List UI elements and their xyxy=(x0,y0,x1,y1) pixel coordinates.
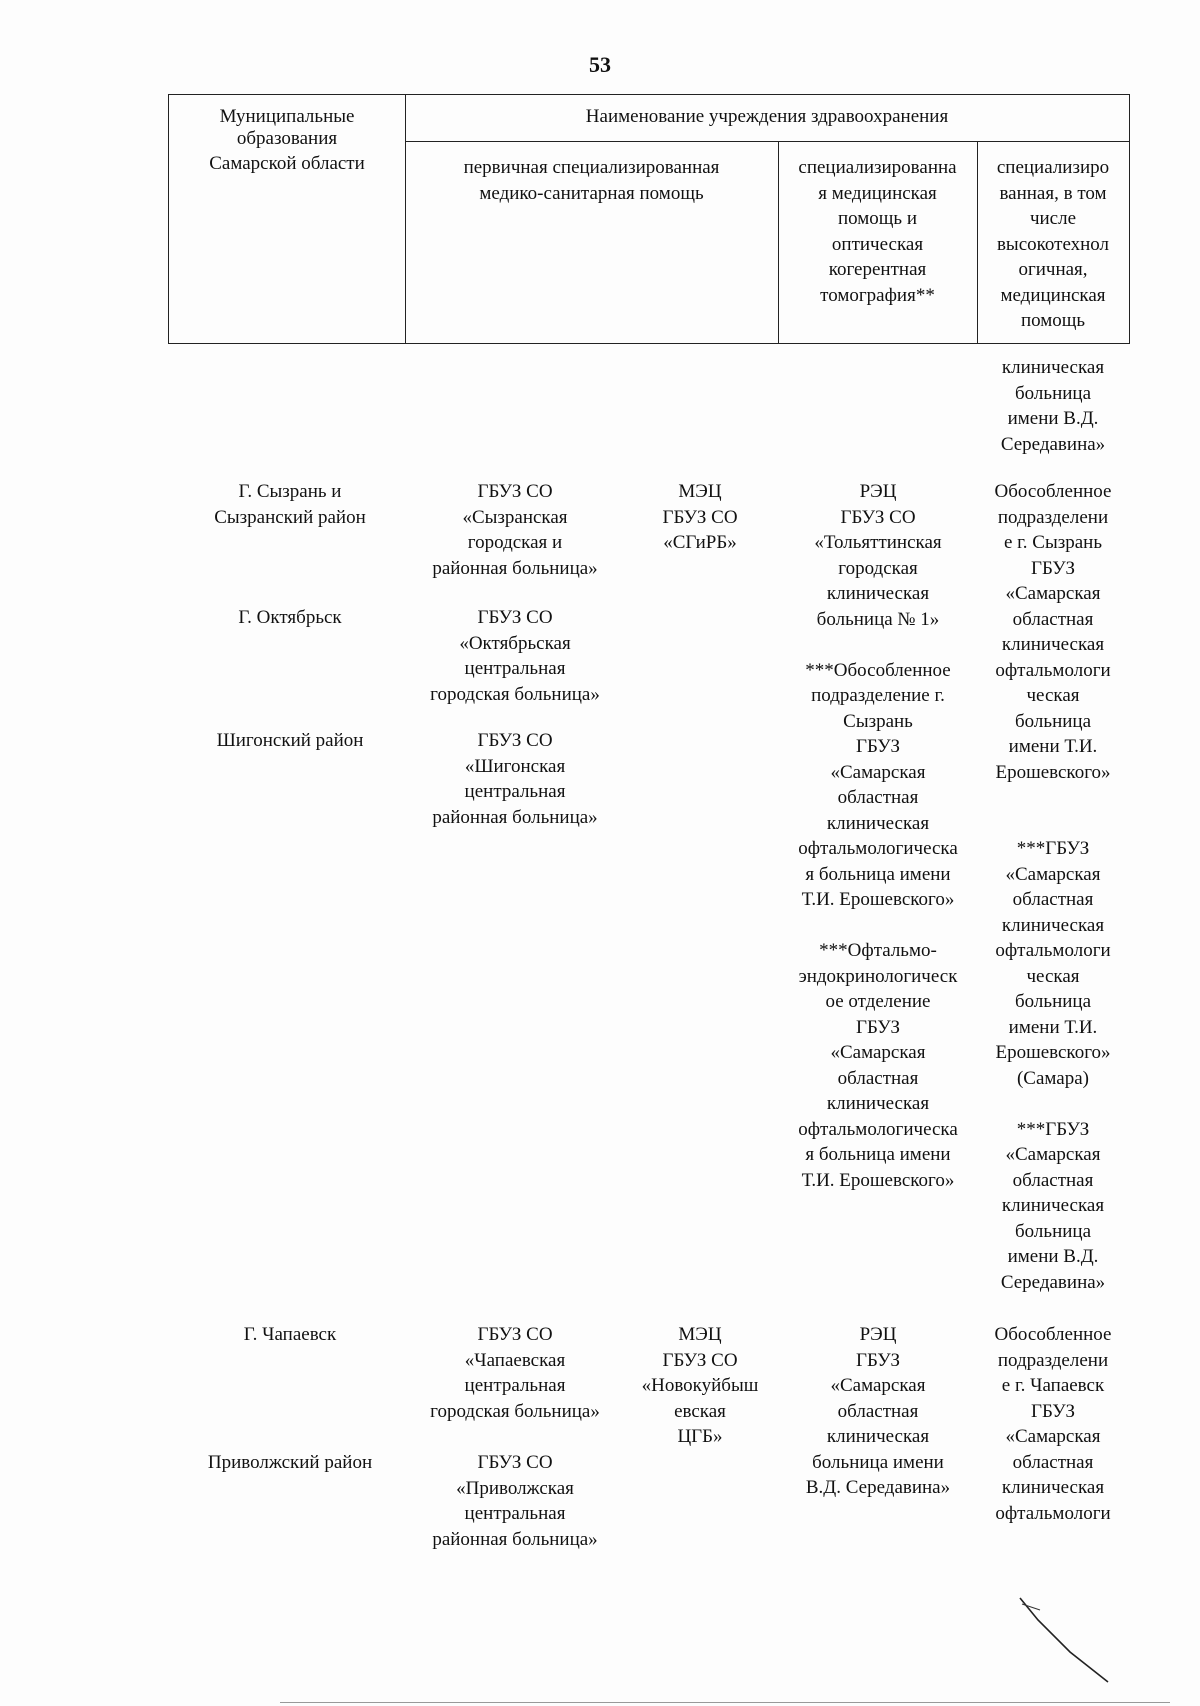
header-specialized-oct: специализированна я медицинская помощь и оптическая когерентная томография** xyxy=(798,157,957,306)
group1-primary-shigony: ГБУЗ СО «Шигонская центральная районная больница» xyxy=(432,730,598,828)
group2-col5: Обособленное подразделени е г. Чапаевск ГБУЗ «Самарская областная клиническая офтальмологи xyxy=(994,1324,1112,1524)
group2-municipality-chapaevsk: Г. Чапаевск xyxy=(243,1324,337,1345)
group1-col5: Обособленное подразделени е г. Сызрань ГБУЗ «Самарская областная клиническая офтальмологи ческая больница имени Т.И. Ерошевского» ***ГБУЗ «Самарская областная клиническая офтальмологи ческая больница имени Т.И. Ерошевского» (Самара) ***ГБУЗ «Самарская областная клиническая больница имени В.Д. Середавина» xyxy=(994,481,1112,1293)
page-number: 53 xyxy=(589,52,611,77)
group2-municipality-privolzhsky: Приволжский район xyxy=(207,1452,373,1473)
group2-primary-privolzhsky: ГБУЗ СО «Приволжская центральная районная больница» xyxy=(432,1452,598,1550)
scan-bottom-edge xyxy=(280,1702,1170,1703)
group2-primary-chapaevsk: ГБУЗ СО «Чапаевская центральная городская больница» xyxy=(430,1324,600,1422)
header-primary-care: первичная специализированная медико-санитарная помощь xyxy=(463,157,720,204)
header-divider-horizontal xyxy=(405,141,1129,142)
header-municipality: Муниципальные образования Самарской области xyxy=(209,106,365,174)
group2-col4: РЭЦ ГБУЗ «Самарская областная клиническая больница имени В.Д. Середавина» xyxy=(805,1324,951,1498)
header-institution-group: Наименование учреждения здравоохранения xyxy=(585,106,949,127)
group1-municipality-syzran: Г. Сызрань и Сызранский район xyxy=(214,481,366,528)
group1-primary-syzran: ГБУЗ СО «Сызранская городская и районная больница» xyxy=(432,481,598,579)
table-header xyxy=(168,94,1130,344)
group1-municipality-oktyabrsk: Г. Октябрьск xyxy=(238,607,342,628)
group1-col4: РЭЦ ГБУЗ СО «Тольяттинская городская клиническая больница № 1» ***Обособленное подразделение г. Сызрань ГБУЗ «Самарская областная клиническая офтальмологическа я больница имени Т.И. Ерошевского» ***Офтальмо- эндокринологическ ое отделение ГБУЗ «Самарская областная клиническая офтальмологическа я больница имени Т.И. Ерошевского» xyxy=(798,481,958,1191)
group1-mec: МЭЦ ГБУЗ СО «СГиРБ» xyxy=(662,481,738,553)
header-divider-1 xyxy=(405,95,406,343)
carryover-col5: клиническая больница имени В.Д. Середавина» xyxy=(1000,357,1106,455)
pen-stroke-mark xyxy=(1010,1590,1120,1690)
group1-municipality-shigony: Шигонский район xyxy=(216,730,364,751)
header-specialized-hitech: специализиро ванная, в том числе высокотехнол огичная, медицинская помощь xyxy=(996,157,1110,331)
group1-primary-oktyabrsk: ГБУЗ СО «Октябрьская центральная городская больница» xyxy=(430,607,600,705)
group2-mec: МЭЦ ГБУЗ СО «Новокуйбыш евская ЦГБ» xyxy=(641,1324,759,1447)
